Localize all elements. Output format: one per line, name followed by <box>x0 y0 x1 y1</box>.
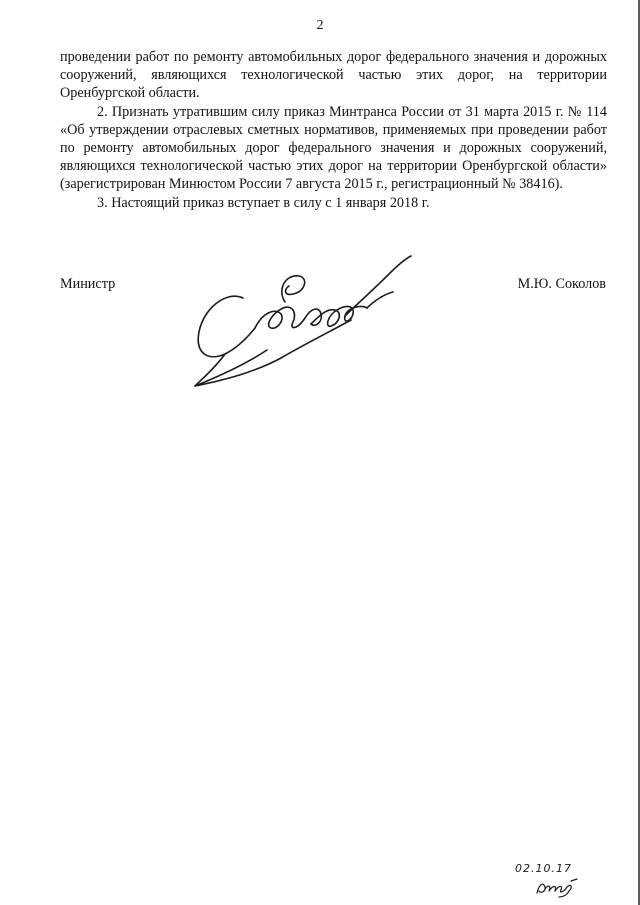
page-number: 2 <box>316 18 324 33</box>
handwritten-date: 02.10.17 <box>515 862 572 875</box>
signatory-title: Министр <box>60 276 116 292</box>
paragraph-item-2: 2. Признать утратившим силу приказ Минтранса России от 31 марта 2015 г. № 114 «Об утверждении отраслевых сметных нормативов, применяемых при проведении работ по ремонту автомобильных дорог федерального значения и дорожных сооружений, являющихся технологической частью этих дорог на территории Оренбургской области» (зарегистрирован Минюстом России 7 августа 2015 г., регистрационный № 38416). <box>60 103 607 193</box>
paragraph-item-3: 3. Настоящий приказ вступает в силу с 1 января 2018 г. <box>97 194 430 211</box>
document-body <box>60 48 607 212</box>
signatory-name: М.Ю. Соколов <box>517 276 606 292</box>
paragraph-continuation: проведении работ по ремонту автомобильных дорог федерального значения и дорожных сооружений, являющихся технологической частью этих дорог, на территории Оренбургской области. <box>60 49 607 102</box>
handwritten-initials <box>533 877 581 899</box>
handwritten-signature <box>185 250 425 395</box>
